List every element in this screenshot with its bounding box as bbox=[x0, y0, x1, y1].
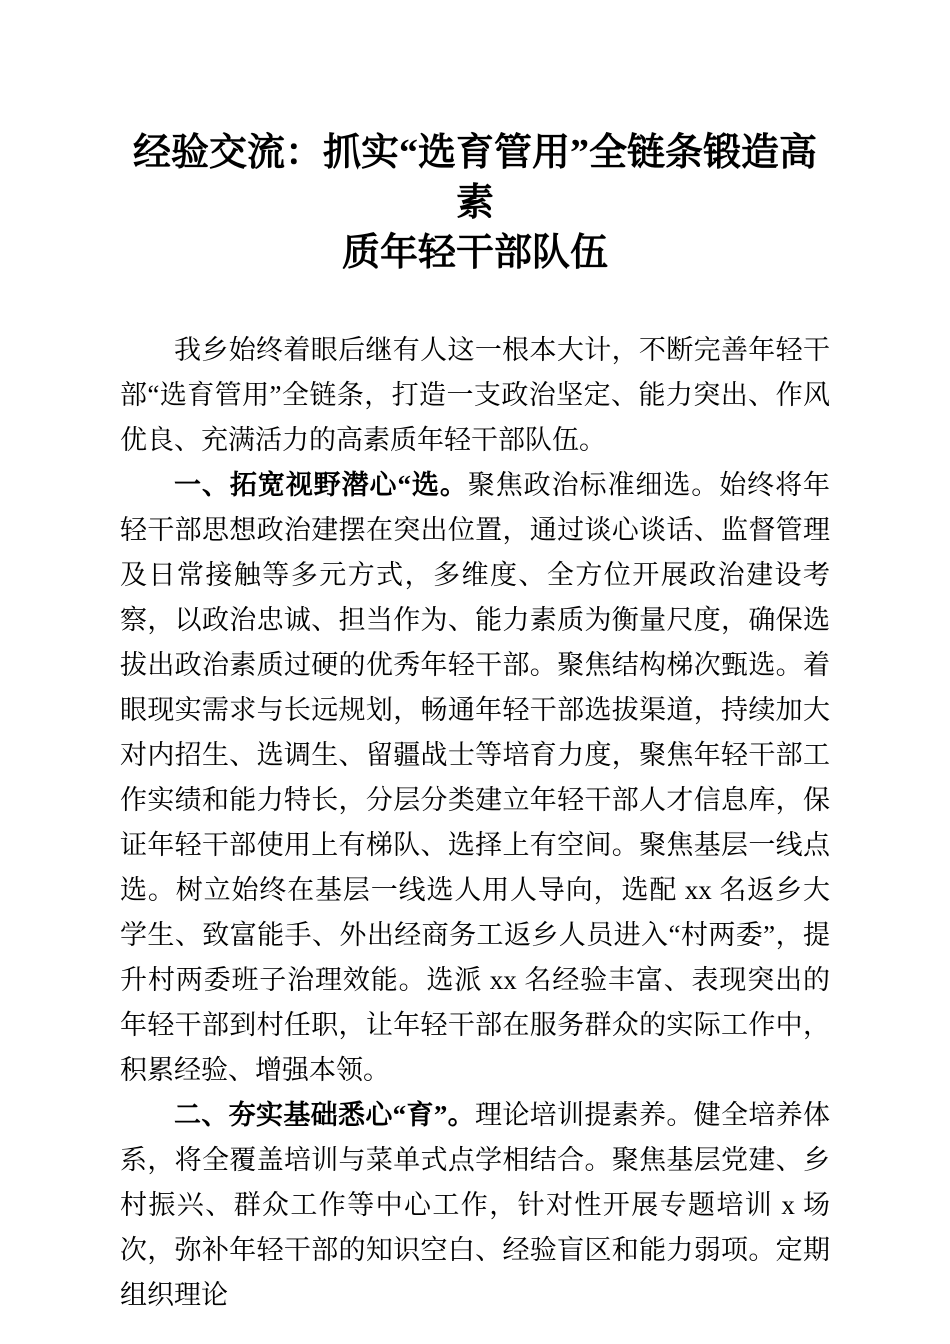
paragraph-section-1-text: 聚焦政治标准细选。始终将年轻干部思想政治建摆在突出位置，通过谈心谈话、监督管理及日常接触等多元方式，多维度、全方位开展政治建设考察，以政治忠诚、担当作为、能力素质为衡量尺度，确保选拔出政治素质过硬的优秀年轻干部。聚焦结构梯次甄选。着眼现实需求与长远规划，畅通年轻干部选拔渠道，持续加大对内招生、选调生、留疆战士等培育力度，聚焦年轻干部工作实绩和能力特长，分层分类建立年轻干部人才信息库，保证年轻干部使用上有梯队、选择上有空间。聚焦基层一线点选。树立始终在基层一线选人用人导向，选配 xx 名返乡大学生、致富能手、外出经商务工返乡人员进入“村两委”，提升村两委班子治理效能。选派 xx 名经验丰富、表现突出的年轻干部到村任职，让年轻干部在服务群众的实际工作中，积累经验、增强本领。 bbox=[120, 470, 831, 1085]
document-title-line-1: 经验交流：抓实“选育管用”全链条锻造高素 bbox=[132, 132, 817, 224]
paragraph-section-1-lead: 一、拓宽视野潜心“选。 bbox=[174, 470, 468, 500]
paragraph-section-2-lead: 二、夯实基础悉心“育”。 bbox=[174, 1100, 475, 1130]
paragraph-section-2 bbox=[120, 1093, 830, 1318]
document-title-line-2: 质年轻干部队伍 bbox=[341, 232, 608, 274]
paragraph-section-2-text: 理论培训提素养。健全培养体系，将全覆盖培训与菜单式点学相结合。聚焦基层党建、乡村振兴、群众工作等中心工作，针对性开展专题培训 x 场次，弥补年轻干部的知识空白、经验盲区和能力弱项。定期组织理论 bbox=[120, 1100, 830, 1310]
document-body bbox=[120, 328, 830, 1318]
paragraph-intro bbox=[120, 328, 830, 463]
paragraph-section-1 bbox=[120, 463, 830, 1093]
document-title bbox=[120, 128, 830, 278]
paragraph-intro-text: 我乡始终着眼后继有人这一根本大计，不断完善年轻干部“选育管用”全链条，打造一支政治坚定、能力突出、作风优良、充满活力的高素质年轻干部队伍。 bbox=[120, 335, 830, 455]
